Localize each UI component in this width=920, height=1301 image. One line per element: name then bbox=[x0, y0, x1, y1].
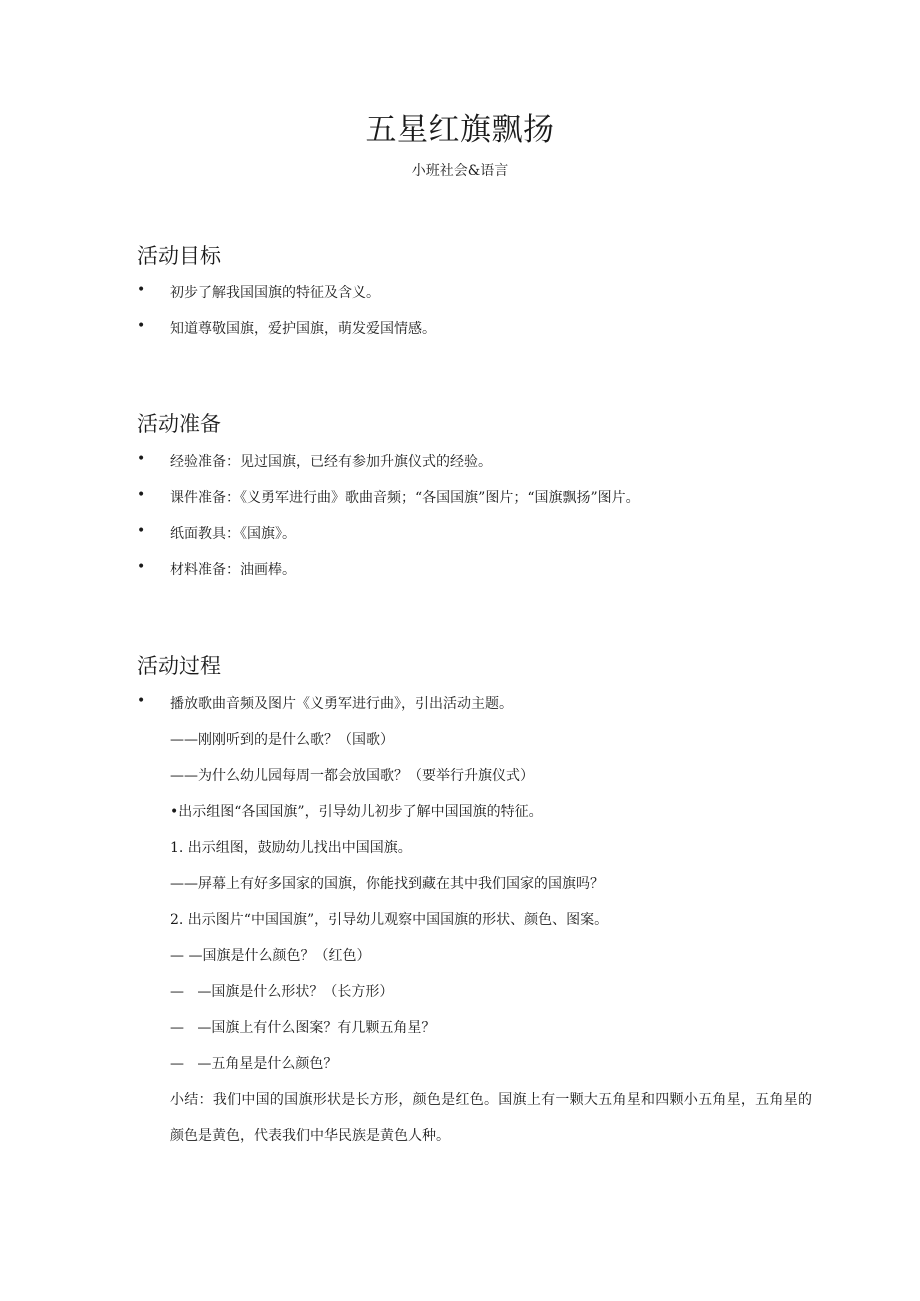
bullet-icon: • bbox=[137, 693, 146, 709]
bullet-icon: • bbox=[137, 523, 146, 539]
prep-item-text: 课件准备：《义勇军进行曲》歌曲音频；“各国国旗”图片；“国旗飘扬”图片。 bbox=[170, 490, 640, 506]
dialogue-line: ——屏幕上有好多国家的国旗，你能找到藏在其中我们国家的国旗吗？ bbox=[170, 876, 604, 892]
step-line: 2. 出示图片“中国国旗”，引导幼儿观察中国国旗的形状、颜色、图案。 bbox=[170, 912, 609, 928]
prep-item-text: 纸面教具：《国旗》。 bbox=[170, 526, 296, 542]
dialogue-line: — —国旗是什么形状？（长方形） bbox=[170, 984, 394, 1000]
process-item-text: 播放歌曲音频及图片《义勇军进行曲》，引出活动主题。 bbox=[170, 696, 513, 712]
dialogue-line: — —五角星是什么颜色？ bbox=[170, 1056, 338, 1072]
bullet-icon: • bbox=[137, 487, 146, 503]
document-title: 五星红旗飘扬 bbox=[365, 112, 555, 148]
dialogue-line: ——刚刚听到的是什么歌？（国歌） bbox=[170, 732, 394, 748]
section-heading-prep: 活动准备 bbox=[137, 412, 221, 436]
goal-item-text: 初步了解我国国旗的特征及含义。 bbox=[170, 285, 380, 301]
section-heading-process: 活动过程 bbox=[137, 654, 221, 678]
bullet-icon: • bbox=[137, 318, 146, 334]
goal-item-text: 知道尊敬国旗，爱护国旗，萌发爱国情感。 bbox=[170, 321, 436, 337]
bullet-icon: • bbox=[137, 282, 146, 298]
dialogue-line: — —国旗是什么颜色？（红色） bbox=[170, 948, 371, 964]
document-subtitle: 小班社会&语言 bbox=[411, 163, 509, 179]
prep-item-text: 材料准备：油画棒。 bbox=[170, 562, 296, 578]
dialogue-line: — —国旗上有什么图案？有几颗五角星？ bbox=[170, 1020, 436, 1036]
bullet-icon: • bbox=[137, 559, 146, 575]
step-line: •出示组图“各国国旗”，引导幼儿初步了解中国国旗的特征。 bbox=[170, 804, 543, 820]
prep-item-text: 经验准备：见过国旗，已经有参加升旗仪式的经验。 bbox=[170, 454, 492, 470]
summary-paragraph: 小结：我们中国的国旗形状是长方形，颜色是红色。国旗上有一颗大五角星和四颗小五角星，五角星的颜色是黄色，代表我们中华民族是黄色人种。 bbox=[170, 1092, 812, 1144]
bullet-icon: • bbox=[137, 451, 146, 467]
dialogue-line: ——为什么幼儿园每周一都会放国歌？（要举行升旗仪式） bbox=[170, 768, 534, 784]
section-heading-goals: 活动目标 bbox=[137, 244, 221, 268]
step-line: 1. 出示组图，鼓励幼儿找出中国国旗。 bbox=[170, 840, 412, 856]
